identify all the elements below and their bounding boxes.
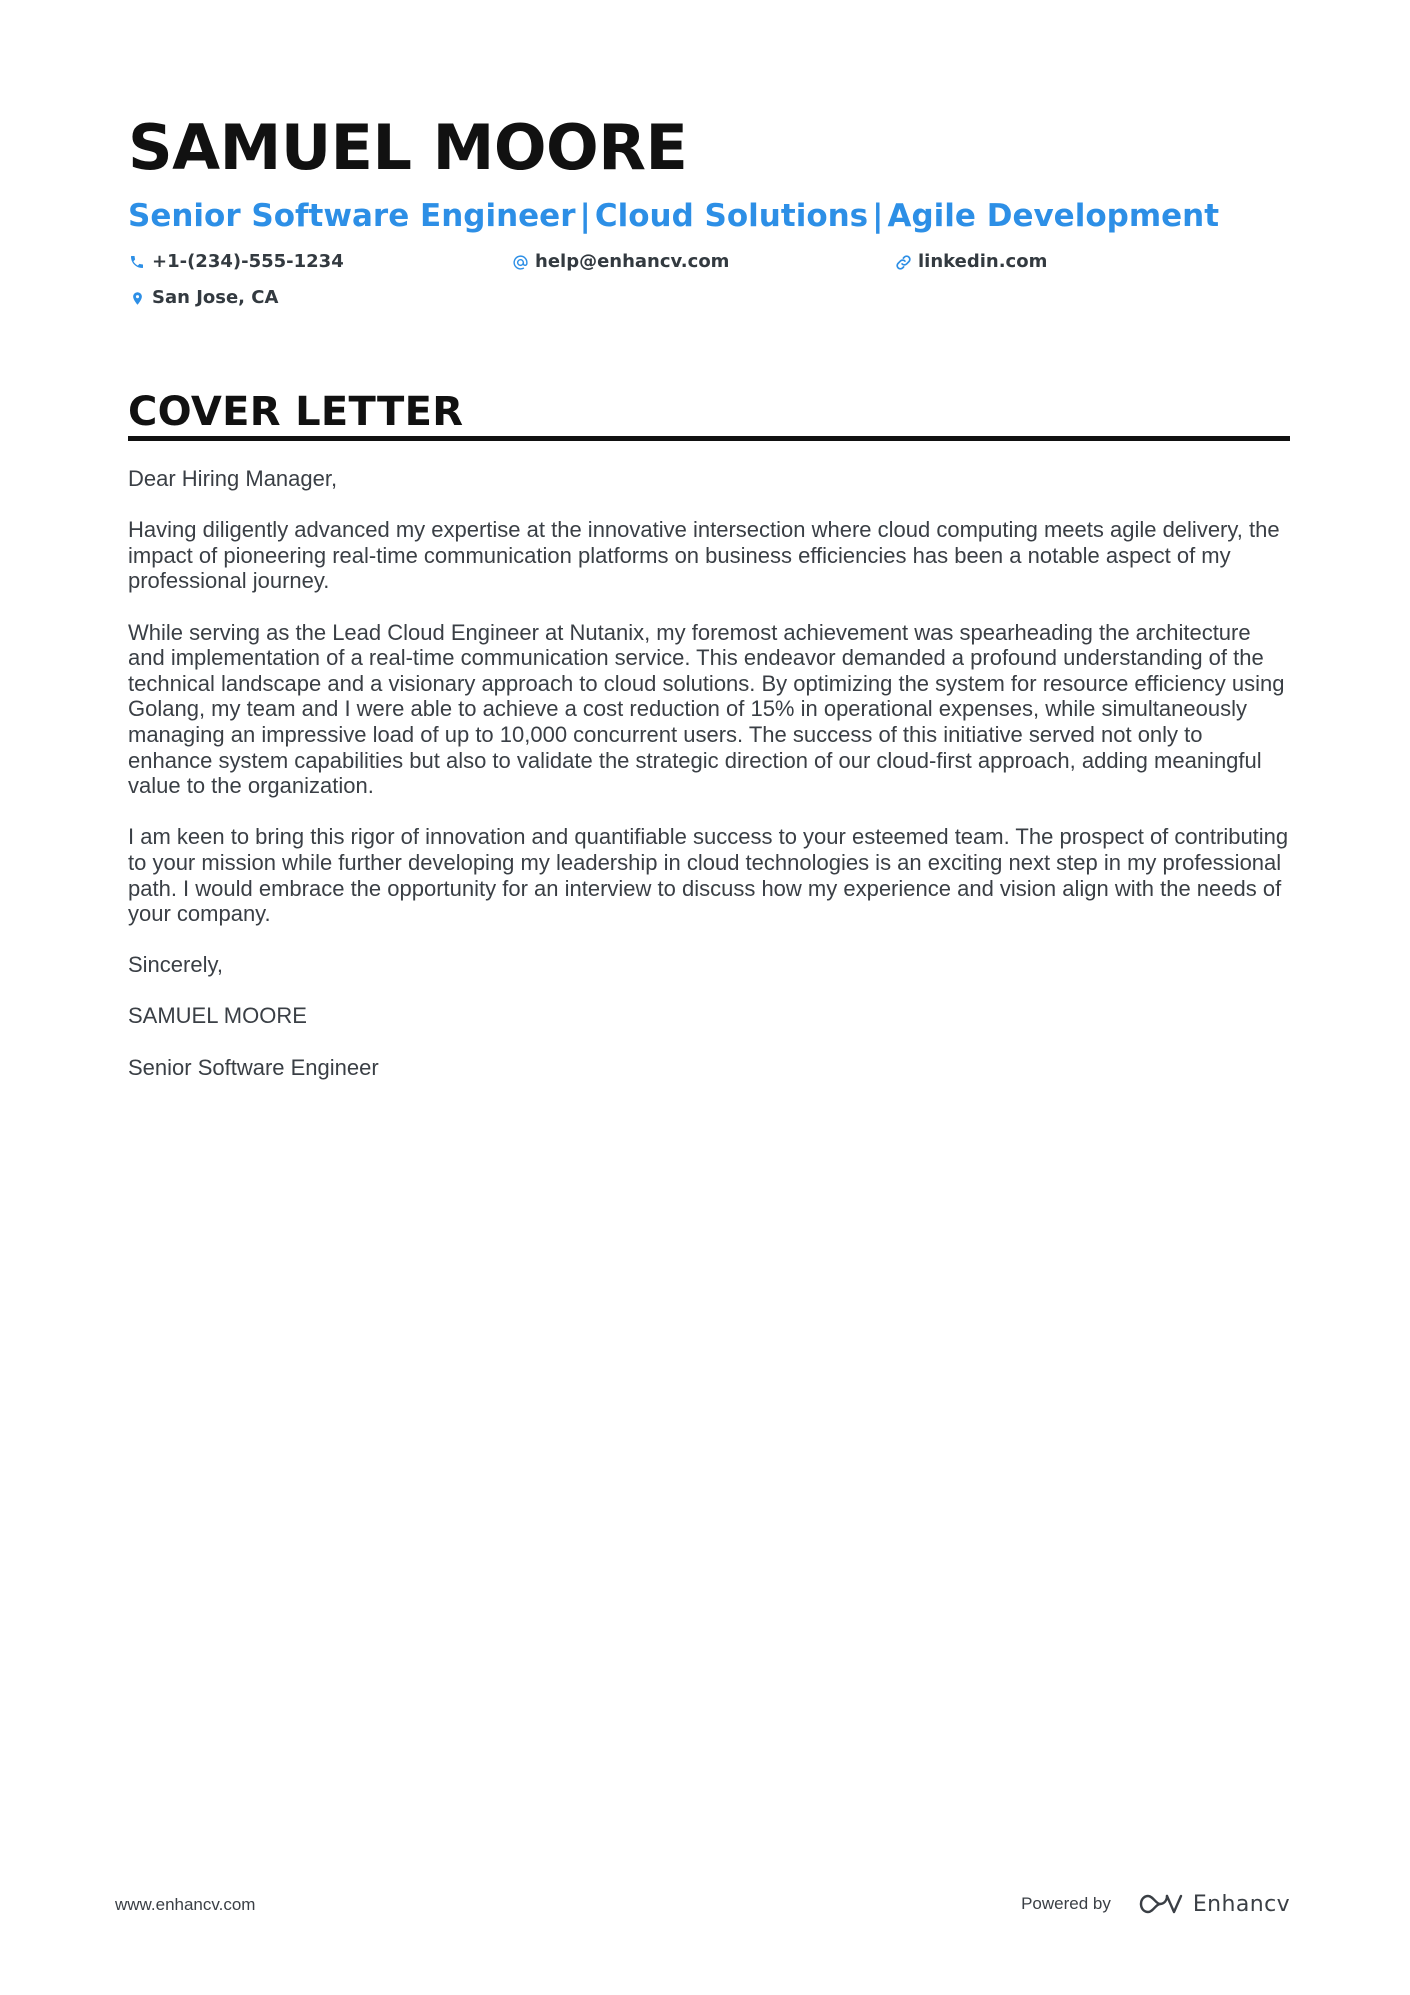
- headline: [128, 196, 1290, 236]
- headline-role: Senior Software Engineer: [128, 198, 576, 234]
- headline-focus: Cloud Solutions: [594, 198, 869, 234]
- location-text: San Jose, CA: [152, 287, 279, 308]
- at-icon: [511, 253, 529, 271]
- signature-title: Senior Software Engineer: [128, 1054, 379, 1080]
- phone-icon: [128, 253, 146, 271]
- contact-location: [128, 284, 511, 312]
- resume-header: [128, 108, 1290, 312]
- email-address: help@enhancv.com: [535, 251, 730, 272]
- brand-logo[interactable]: [1137, 1891, 1290, 1917]
- headline-separator: |: [872, 198, 884, 234]
- contact-phone[interactable]: [128, 248, 511, 276]
- letter-paragraph-intro: Having diligently advanced my expertise at the innovative intersection where cloud computing meets agile delivery, the impact of pioneering real-time communication platforms on business efficiencies has been a notable aspect of my professional journey.: [128, 517, 1280, 594]
- section-title: COVER LETTER: [128, 389, 464, 435]
- headline-separator: |: [579, 198, 591, 234]
- letter-body: [128, 466, 1290, 1106]
- contact-email[interactable]: [511, 248, 894, 276]
- link-icon: [894, 253, 912, 271]
- headline-method: Agile Development: [887, 198, 1220, 234]
- powered-by-label: Powered by: [1021, 1894, 1111, 1913]
- phone-number: +1-(234)-555-1234: [152, 251, 344, 272]
- salutation: Dear Hiring Manager,: [128, 466, 338, 491]
- brand-name: Enhancv: [1192, 1891, 1290, 1917]
- letter-paragraph-closing: I am keen to bring this rigor of innovation and quantifiable success to your esteemed team. The prospect of contributing to your mission while further developing my leadership in cloud technologies is an exciting next step in my professional path. I would embrace the opportunity for an interview to discuss how my experience and vision align with the needs of your company.: [128, 824, 1289, 927]
- contact-linkedin[interactable]: [894, 248, 1277, 276]
- closing: Sincerely,: [128, 952, 223, 978]
- location-pin-icon: [128, 289, 146, 307]
- footer-branding: [1021, 1884, 1290, 1924]
- footer-website[interactable]: www.enhancv.com: [115, 1895, 256, 1914]
- signature-name: SAMUEL MOORE: [128, 1003, 307, 1029]
- letter-paragraph-achievement: While serving as the Lead Cloud Engineer at Nutanix, my foremost achievement was spearheading the architecture and implementation of a real-time communication service. This endeavor demanded a profound understanding of the technical landscape and a visionary approach to cloud solutions. By optimizing the system for resource efficiency using Golang, my team and I were able to achieve a cost reduction of 15% in operational expenses, while simultaneously managing an impressive load of up to 10,000 concurrent users. The success of this initiative served not only to enhance system capabilities but also to validate the strategic direction of our cloud-first approach, adding meaningful value to the organization.: [128, 619, 1285, 799]
- section-divider: [128, 436, 1290, 441]
- linkedin-link: linkedin.com: [918, 251, 1048, 272]
- contact-info: [128, 248, 1290, 312]
- enhancv-logo-icon: [1137, 1891, 1183, 1917]
- applicant-name: SAMUEL MOORE: [128, 111, 688, 184]
